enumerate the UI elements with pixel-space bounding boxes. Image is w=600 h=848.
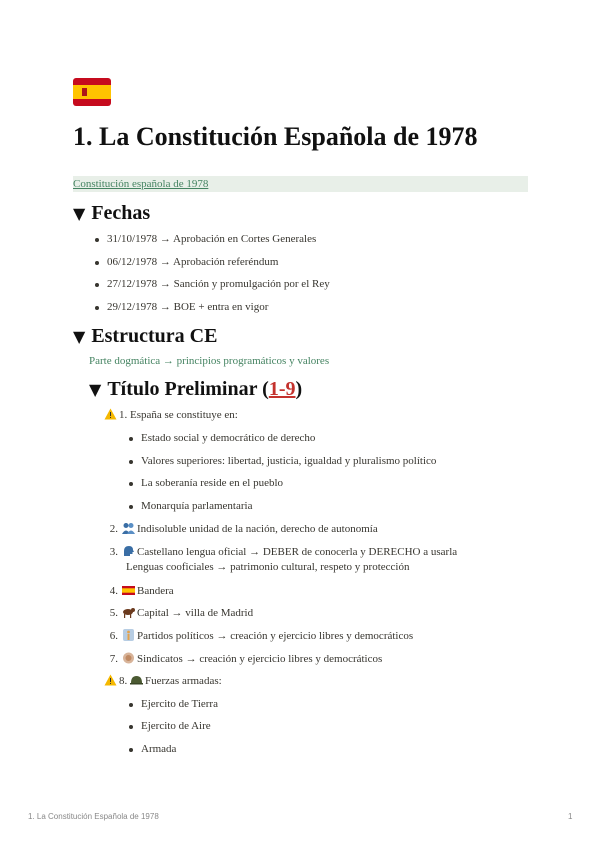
list-item: La soberanía reside en el pueblo — [141, 477, 284, 489]
list-item: Ejercito de Tierra — [141, 698, 218, 710]
toggle-triangle-icon[interactable]: ▼ — [73, 327, 86, 346]
list-item: 3. Castellano lengua oficial → DEBER de conocerla y DERECHO a usarla — [109, 546, 458, 558]
link-bar — [73, 176, 528, 192]
list-item-warning-1: 1. España se constituye en: — [104, 408, 238, 421]
article-range-link[interactable]: 1-9 — [268, 378, 296, 400]
list-item: 27/12/1978 → Sanción y promulgación por el Rey — [107, 278, 330, 290]
section-heading: Título Preliminar — [107, 378, 258, 400]
section-heading: Fechas — [91, 202, 151, 224]
section-fechas[interactable] — [73, 202, 150, 225]
people-icon — [122, 522, 135, 534]
raised-hands-icon — [122, 652, 135, 664]
section-heading: Estructura CE — [91, 325, 218, 347]
paren-close: ) — [295, 378, 303, 400]
footer-title: 1. La Constitución Española de 1978 — [28, 812, 159, 821]
list-item-warning-8: 8. Fuerzas armadas: — [104, 674, 222, 687]
paren-open: ( — [262, 378, 269, 400]
page-number: 1 — [568, 812, 573, 821]
warning-icon — [104, 674, 117, 686]
list-item: 06/12/1978 → Aprobación referéndum — [107, 256, 279, 268]
warning-icon — [104, 408, 117, 420]
constitution-link[interactable]: Constitución española de 1978 — [73, 178, 209, 190]
list-item: 4. Bandera — [109, 585, 174, 597]
helmet-icon — [130, 674, 143, 686]
list-item: Monarquía parlamentaria — [141, 500, 253, 512]
list-item: 2. Indisoluble unidad de la nación, derecho de autonomía — [109, 523, 378, 535]
bull-icon — [122, 606, 135, 618]
toggle-triangle-icon[interactable]: ▼ — [89, 380, 102, 399]
speaking-head-icon — [122, 545, 135, 557]
list-item: Estado social y democrático de derecho — [141, 432, 316, 444]
list-item: 6. Partidos políticos → creación y ejercicio libres y democráticos — [109, 630, 414, 642]
toggle-triangle-icon[interactable]: ▼ — [73, 204, 86, 223]
list-item: Valores superiores: libertad, justicia, igualdad y pluralismo político — [141, 455, 437, 467]
list-item: 31/10/1978 → Aprobación en Cortes Generales — [107, 233, 317, 245]
info-person-icon — [122, 629, 135, 641]
list-item: Armada — [141, 743, 177, 755]
list-item: 29/12/1978 → BOE + entra en vigor — [107, 301, 269, 313]
section-estructura[interactable] — [73, 325, 217, 348]
spain-flag-icon — [122, 584, 135, 596]
list-item: 5. Capital → villa de Madrid — [109, 607, 254, 619]
list-item: 7. Sindicatos → creación y ejercicio libres y democráticos — [109, 653, 383, 665]
page-title: 1. La Constitución Española de 1978 — [73, 122, 478, 151]
estructura-note: Parte dogmática → principios programáticos y valores — [89, 355, 330, 367]
list-item: Ejercito de Aire — [141, 720, 211, 732]
spain-flag-icon — [73, 78, 111, 106]
list-item-continuation: Lenguas cooficiales → patrimonio cultural, respeto y protección — [126, 561, 410, 573]
section-titulo-preliminar[interactable] — [89, 378, 302, 401]
